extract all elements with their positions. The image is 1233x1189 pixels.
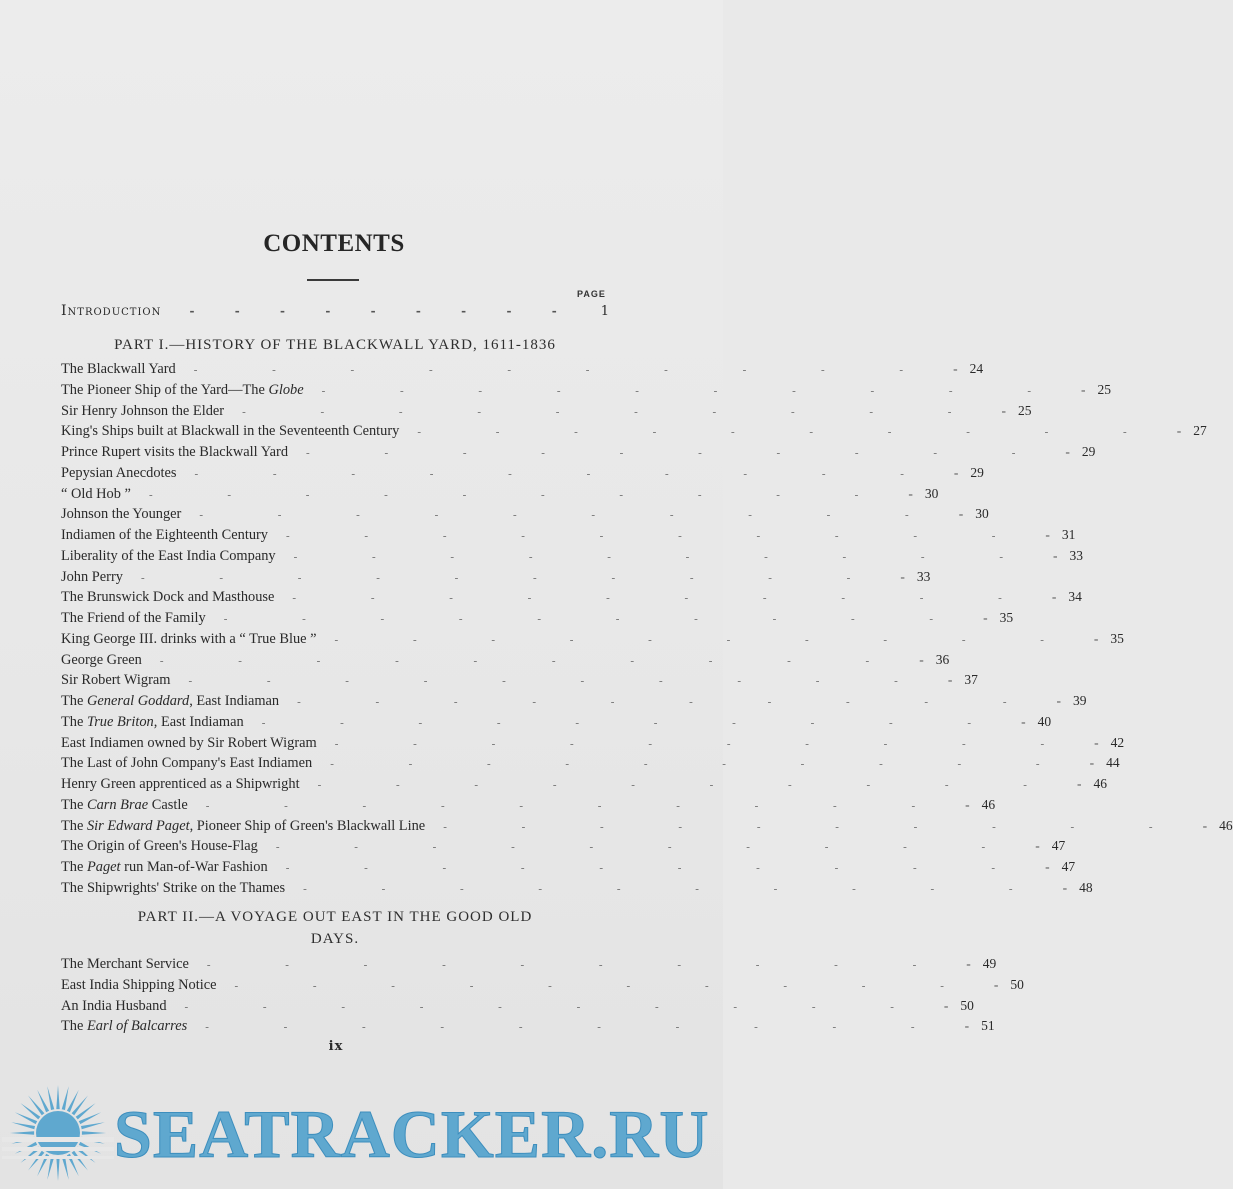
entry-page: - 27 [1163,423,1207,439]
entry-title [61,838,258,855]
entry-title-text: Johnson the Younger [61,506,182,523]
toc-entry [61,713,1052,735]
entry-ship-name: Globe [268,381,304,398]
leader-dots: - - - - - - - - - - [242,405,988,418]
entry-ship-name: Carn Brae [86,796,149,813]
toc-entry [61,589,1082,610]
entry-title-text: Indiamen of the Eighteenth Century [61,527,269,543]
entry-title [61,527,268,544]
entry-title-suffix: , Pioneer Ship of Green's Blackwall Line [189,817,426,834]
sun-ray [81,1122,105,1129]
entry-title-suffix: Castle [148,796,188,813]
leader-dots: - - - - - - - - - - [443,820,1189,833]
entry-page: - 34 [1038,589,1082,605]
entry-title-text: The Shipwrights' Strike on the Thames [61,879,286,896]
entry-title-text: The [61,713,87,730]
entry-title-text: East Indiamen owned by Sir Robert Wigram [61,734,317,751]
toc-entry [61,630,1124,652]
entry-ship-name: True Briton [86,713,154,730]
entry-title-text: The Pioneer Ship of the Yard—The [61,381,269,398]
toc-entry [61,547,1083,569]
leader-dots: - - - - - - - - - - [159,654,906,667]
entry-page: - 30 [894,486,938,502]
entry-page: - 46 [951,797,995,813]
part-two-heading-line2: DAYS. [310,931,360,947]
entry-title-suffix: , East Indiaman [153,713,244,730]
title-rule [307,279,359,281]
leader-dots: - - - - - - - - - - [317,779,1063,791]
entry-title-text: The Blackwall Yard [61,361,176,377]
entry-title-text: The [61,796,87,813]
entry-page: - 37 [934,672,978,688]
toc-entry [61,997,974,1019]
leader-dots: - - - - - - - - - - [417,426,1163,439]
entry-page: - 36 [905,652,949,668]
page-title: CONTENTS [263,230,405,257]
entry-page: - 42 [1080,735,1124,751]
toc-entry [61,879,1093,901]
sun-ray [47,1156,54,1180]
entry-ship-name: Earl of Balcarres [86,1018,188,1035]
entry-title-text: The [61,693,87,709]
sun-ray [47,1086,54,1110]
introduction-label: Introduction [61,303,162,319]
entry-title-text: John Perry [61,568,123,585]
entry-page: - 35 [969,610,1013,626]
entry-title-text: An India Husband [61,997,167,1014]
sun-ray [11,1122,35,1129]
entry-title-text: Prince Rupert visits the Blackwall Yard [61,444,289,460]
entry-ship-name: Paget [86,859,121,875]
entry-title [61,859,268,876]
entry-title [61,548,276,565]
toc-entry [61,693,1087,714]
entry-title [61,998,167,1015]
entry-title [61,1018,187,1035]
entry-title-text: King George III. drinks with a “ True Blue ” [61,630,317,647]
toc-entry [61,1018,995,1039]
leader-dots: - - - - - - - - - - [206,959,953,971]
toc-entry [61,838,1066,859]
leader-dots: - - - - - - - - - - [194,467,940,480]
entry-title [61,506,181,523]
sun-ray [82,1131,106,1134]
toc-entry [61,444,1096,465]
entry-title [61,610,206,627]
entry-title-text: The Origin of Green's House-Flag [61,838,258,855]
entry-title [61,735,317,752]
leader-dots: - - - - - - - - - - [330,758,1076,771]
toc-entry [61,464,984,486]
part-two-entries [61,956,1024,1039]
leader-dots: - - - - - - - - - - [334,633,1080,646]
entry-title-text: King's Ships built at Blackwall in the Seventeenth Century [61,423,400,440]
entry-title-text: Sir Robert Wigram [61,672,171,689]
introduction-entry [61,303,609,323]
entry-title-text: The Last of John Company's East Indiamen [61,755,313,772]
part-one-heading: PART I.—HISTORY OF THE BLACKWALL YARD, 1611-1836 [114,337,556,353]
sun-ray [56,1157,59,1181]
entry-title [61,880,285,897]
entry-title [61,465,177,482]
entry-title-text: The [61,817,87,834]
toc-entry [61,976,1024,998]
introduction-page: 1 [600,304,609,319]
leader-dots: - - - - - - - - - - [205,1021,951,1034]
leader-dots: - - - - - - - - - - [297,696,1043,708]
entry-ship-name: General Goddard [86,693,190,709]
entry-page: - 48 [1049,880,1093,896]
toc-entry [61,755,1120,776]
entry-page: - 46 [1189,818,1233,834]
entry-title-text: George Green [61,651,142,668]
leader-dots: - - - - - - - - - - [193,364,940,376]
entry-title [61,403,224,420]
entry-title-text: Sir Henry Johnson the Elder [61,402,225,419]
entry-title [61,797,188,814]
entry-page: - 33 [886,569,930,585]
toc-entry [61,859,1076,880]
leader-dots: - - - - - - - - - - [334,737,1081,750]
entry-page: - 25 [1067,382,1111,398]
entry-page: - 50 [930,998,974,1014]
entry-title-text: The Brunswick Dock and Masthouse [61,589,275,606]
toc-entry [61,817,1233,839]
leader-dots: - - - - - - - - - - [148,488,895,501]
entry-title [61,776,300,793]
entry-title [61,589,274,606]
entry-page: - 49 [952,956,996,972]
entry-title [61,714,244,731]
entry-title [61,382,304,399]
entry-title-text: “ Old Hob ” [61,485,131,502]
entry-title-text: Henry Green apprenticed as a Shipwright [61,776,300,792]
leader-dots: - - - - - - - - - - [188,675,934,688]
sun-ray [10,1131,34,1134]
part-two-heading-line1: PART II.—A VOYAGE OUT EAST IN THE GOOD OLD [137,909,533,925]
page-column-label: PAGE [577,289,606,299]
leader-dots: - - - - - - - - - - [321,384,1067,397]
watermark-text: SEATRACKER.RU [114,1096,710,1172]
entry-title-suffix: run Man-of-War Fashion [120,859,268,875]
entry-ship-name: Sir Edward Paget [86,817,190,834]
leader-dots: - - - - - - - - - - [184,1000,930,1013]
leader-dots: - - - - - - - - - - [306,447,1052,459]
toc-entry [61,527,1076,548]
entry-page: - 35 [1080,631,1124,647]
toc-entry [61,423,1207,444]
leader-dots: - - - - - - - - - - [286,530,1032,542]
entry-page: - 30 [945,506,989,522]
leader-dots: - - - - - - - - - - [275,841,1022,854]
entry-page: - 29 [1051,444,1095,460]
entry-title-text: East India Shipping Notice [61,976,217,993]
toc-entry [61,381,1111,403]
entry-page: - 51 [951,1018,995,1034]
toc-entry [61,651,950,673]
leader-dots: - - - - - - - - - - [140,571,887,584]
entry-title [61,444,288,461]
entry-page: - 39 [1043,693,1087,709]
entry-page: - 33 [1039,548,1083,564]
toc-entry [61,672,978,693]
leader-dots: - - - - - - - - - - [261,716,1008,729]
entry-title [61,818,425,835]
entry-page: - 47 [1031,859,1075,875]
toc-entry [61,734,1125,756]
page-folio: ix [328,1039,344,1054]
sun-ray [62,1156,69,1180]
toc-entry [61,610,1014,631]
sun-ray [56,1085,59,1109]
toc-entry [61,776,1107,797]
leader-dots: - - - - - - - - - - [293,550,1039,563]
toc-entry [61,568,931,590]
entry-page: - 50 [980,977,1024,993]
leader-dots: - - - - - - - - - - [199,509,945,522]
entry-title-text: Liberality of the East India Company [61,547,276,564]
entry-title [61,672,170,689]
toc-entry [61,956,997,977]
entry-page: - 47 [1021,838,1065,854]
entry-page: - 40 [1007,714,1051,730]
toc-entry [61,361,984,382]
toc-entry [61,485,939,507]
entry-title [61,693,279,710]
entry-title-text: Pepysian Anecdotes [61,464,177,481]
toc-entry [61,402,1032,424]
entry-title [61,631,317,648]
entry-page: - 46 [1063,776,1107,792]
entry-title-text: The Merchant Service [61,956,189,972]
toc-entry [61,506,989,527]
toc-entry [61,796,996,818]
entry-title [61,755,312,772]
entry-title [61,956,189,973]
leader-dots: - - - - - - - - - - [303,882,1049,895]
entry-title [61,423,399,440]
entry-page: - 29 [940,465,984,481]
entry-page: - 44 [1076,755,1120,771]
entry-title-text: The Friend of the Family [61,610,206,626]
leader-dots: - - - - - - - - - - [205,799,952,812]
leader-dots: - - - - - - - - - [189,304,557,318]
part-one-entries [61,361,1233,901]
entry-title-text: The [61,1018,87,1035]
sun-ray [62,1086,69,1110]
leader-dots: - - - - - - - - - - [285,862,1032,874]
entry-title [61,486,131,503]
entry-title [61,652,142,669]
entry-title [61,569,123,586]
leader-dots: - - - - - - - - - - [292,592,1038,605]
entry-title [61,361,176,378]
leader-dots: - - - - - - - - - - [223,613,970,625]
entry-title-text: The [61,859,87,875]
entry-page: - 24 [939,361,983,377]
entry-title-suffix: , East Indiaman [189,693,280,709]
entry-page: - 31 [1031,527,1075,543]
leader-dots: - - - - - - - - - - [234,979,980,992]
entry-title [61,977,216,994]
entry-page: - 25 [987,403,1031,419]
